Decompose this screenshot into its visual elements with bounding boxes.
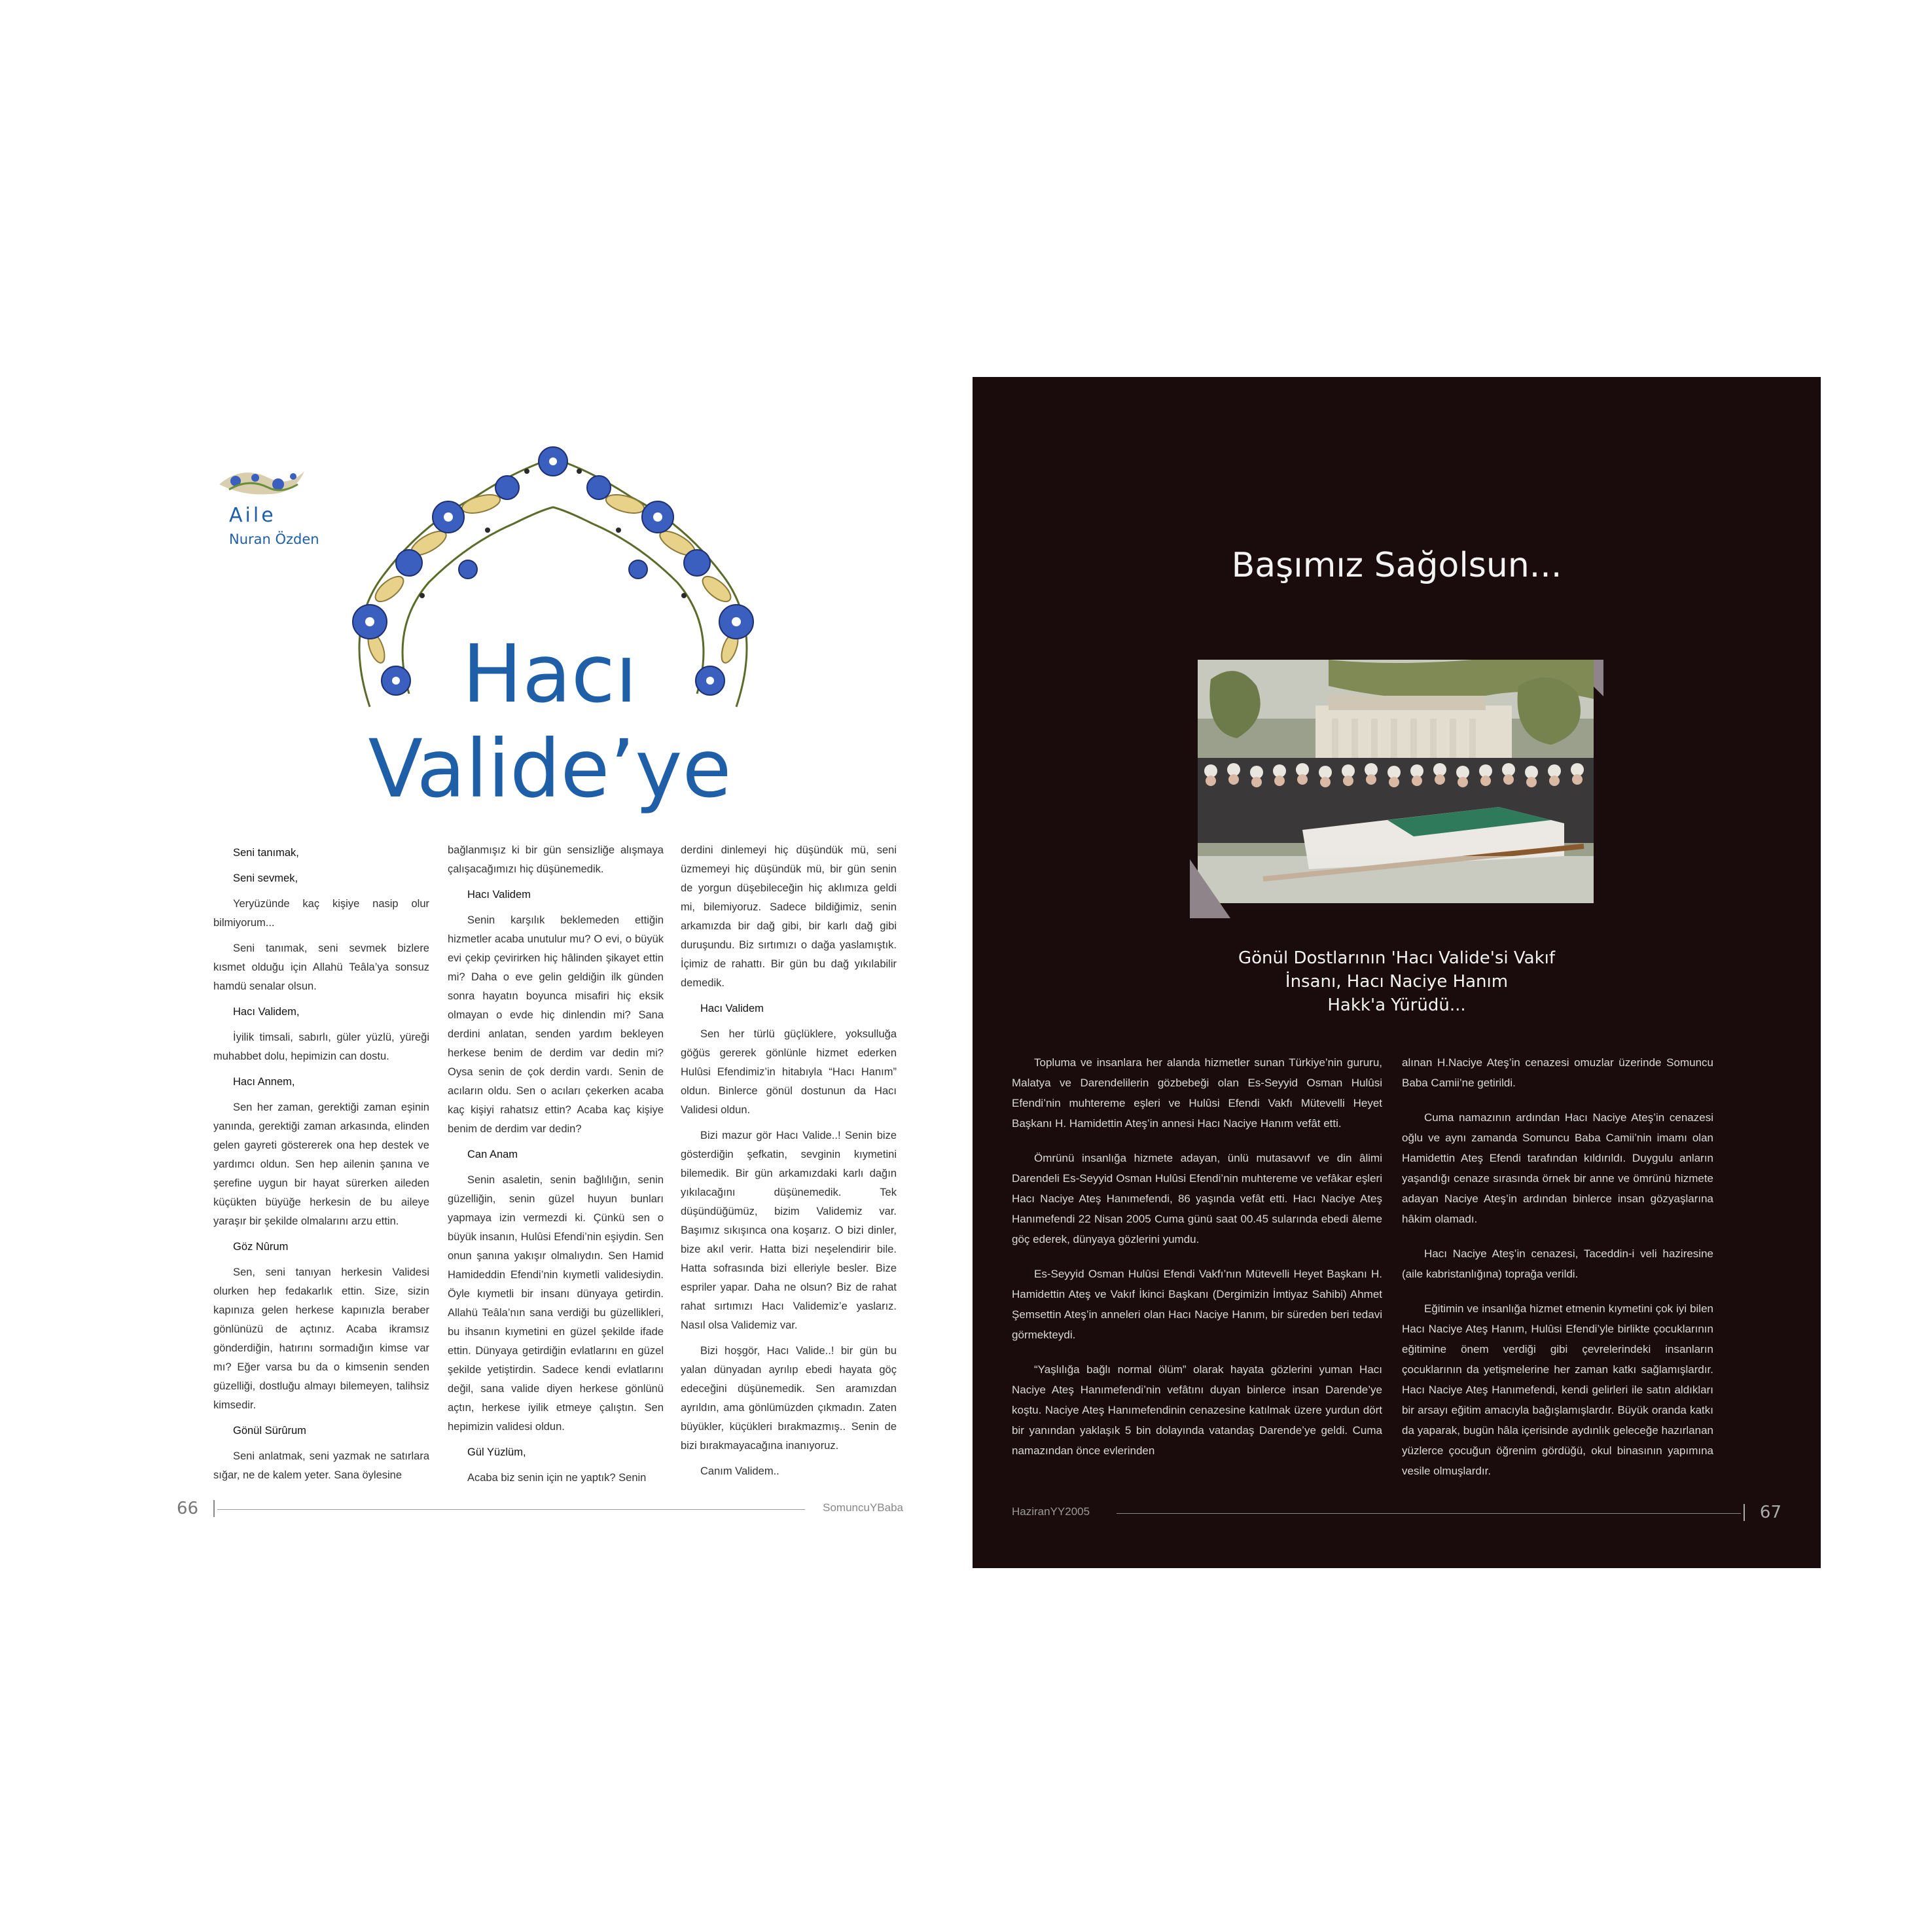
section-label: Aile: [229, 504, 276, 527]
paragraph: Sen her türlü güçlüklere, yoksulluğa göğüs gererek gönlünle hizmet ederken Hulûsi Efendimiz’in hitabıyla “Hacı Hanım” oldun. Binlerce gönül dostunun da Hacı Validesi oldun.: [681, 1028, 897, 1116]
footer-divider: [213, 1500, 215, 1517]
paragraph-heading: Hacı Validem,: [233, 1006, 300, 1018]
paragraph: Hacı Naciye Ateş’in cenazesi, Taceddin-i veli haziresine (aile kabristanlığına) toprağa verildi.: [1402, 1247, 1713, 1280]
magazine-name-left: SomuncuYBaba: [823, 1501, 903, 1514]
paragraph: Sen her zaman, gerektiği zaman eşinin yanında, gerektiği zaman arkasında, elinden gelen gayreti göstererek ona hep destek ve yardımcı oldun. Sen hep ailenin şanına ve şerefine uygun bir hayat sürerken aileden küçükten büyüğe herkesin de bu aileye yaraşır bir şekilde olmalarını arzu ettin.: [213, 1101, 429, 1227]
paragraph: “Yaşlılığa bağlı normal ölüm” olarak hayata gözlerini yuman Hacı Naciye Ateş Hanımefendi’nin vefâtını duyan binlerce insan Darende’ye koştu. Naciye Ateş Hanımefendinin cenazesine katılmak üzere yurdun dört bir yanından yaklaşık 5 bin dolayında vatandaş Darende’ye geldi. Cuma namazından önce evlerinden: [1012, 1363, 1382, 1457]
paragraph: İyilik timsali, sabırlı, güler yüzlü, yüreği muhabbet dolu, hepimizin can dostu.: [213, 1031, 429, 1062]
paragraph-heading: Seni tanımak,: [233, 847, 299, 859]
section-emblem-icon: [216, 458, 308, 504]
issue-date: HaziranYY2005: [1012, 1505, 1090, 1518]
paragraph: Canım Validem..: [700, 1465, 779, 1477]
paragraph: Cuma namazının ardından Hacı Naciye Ateş’in cenazesi oğlu ve aynı zamanda Somuncu Baba Camii’nin imamı olan Hamidettin Ateş Efendi tarafından kıldırıldı. Duygulu anların yaşandığı cenaze sırasında örnek bir anne ve ömrünü hizmete adayan Naciye Ateş’in ardından binlerce insan gözyaşlarına hâkim olamadı.: [1402, 1111, 1713, 1225]
paragraph-heading: Göz Nûrum: [233, 1241, 289, 1253]
paragraph: Sen, seni tanıyan herkesin Validesi olurken hep fedakarlık ettin. Size, sizin kapınıza gelen herkese kapınızla beraber gönlünüzü de açtınız. Acaba ikramsız gönderdiğin, hatırını sormadığın kimse var mı? Eğer varsa bu da o kimsenin senden güzelliği, dostluğu almayı bilemeyen, talihsiz kimsedir.: [213, 1266, 429, 1411]
page-number-left: 66: [177, 1499, 199, 1518]
paragraph-heading: Seni sevmek,: [233, 872, 298, 884]
subtitle-line-1: Gönül Dostlarının 'Hacı Valide'si Vakıf: [1238, 948, 1556, 968]
paragraph-heading: Hacı Validem: [700, 1003, 764, 1014]
right-column-2: [1402, 1052, 1713, 1495]
right-page: [973, 377, 1821, 1568]
paragraph: bağlanmışız ki bir gün sensizliğe alışmaya çalışacağımızı hiç düşünemedik.: [448, 844, 664, 875]
author-name: Nuran Özden: [229, 531, 319, 547]
paragraph: Senin karşılık beklemeden ettiğin hizmetler acaba unutulur mu? O evi, o büyük evi çekip çevirirken hiç hâlinden şikayet ettin mi? Daha o eve gelin geldiğin ilk günden sonra hayatın boyunca misafiri hiç eksik olmayan o evde hiç dinlendin mi? Sana derdini anlatan, senden yardım bekleyen herkese benim de derdim var dedin mi? Oysa senin de çok derdin vardı. Senin de acıların oldu. Sen o acıları çekerken acaba kaç kişiyi rahatsız ettin? Acaba kaç kişiye benim de derdim var dedin?: [448, 914, 664, 1135]
footer-rule: [217, 1509, 805, 1510]
subtitle-line-2: İnsanı, Hacı Naciye Hanım: [1285, 972, 1509, 992]
left-column-3: [681, 841, 897, 1488]
paragraph: Bizi mazur gör Hacı Valide..! Senin bize gösterdiğin şefkatin, sevginin kıymetini bilemedik. Bir gün arkamızdaki karlı dağın yıkılacağını düşünemedik. Tek düşündüğümüz, bizim Validemiz var. Başımız sıkışınca ona koşarız. O bizi dinler, bize akıl verir. Hatta bizi neşelendirir bile. Hatta sofrasında bizi elleriyle besler. Bize espriler yapar. Daha ne olsun? Biz de rahat rahat sırtımızı Hacı Validemiz’e yaslarız. Nasıl olsa Validemiz var.: [681, 1130, 897, 1331]
paragraph: Bizi hoşgör, Hacı Valide..! bir gün bu yalan dünyadan ayrılıp ebedi hayata göç edeceğini düşünemedik. Sen aramızdan ayrıldın, ama gönlümüzden çıkmadın. Zaten büyükler, küçükleri bırakmazmış.. Senin de bizi bırakmayacağına inanıyoruz.: [681, 1345, 897, 1452]
photo-corner-bottom-left: [1190, 859, 1230, 918]
right-subtitle: [973, 946, 1821, 1017]
paragraph: Eğitimin ve insanlığa hizmet etmenin kıymetini çok iyi bilen Hacı Naciye Ateş Hanım, Hulûsi Efendi’yle birlikte çocuklarının eğitimine önem verdiği gibi çevrelerindeki insanların çocuklarının da yetişmelerine her zaman katkı sağlamışlardır. Hacı Naciye Ateş Hanımefendi, kendi gelirleri ile satın aldıkları bir arsayı eğitim amacıyla bağışlamışlardır. Büyük oranda katkı da yaparak, bugün hâla içerisinde aydınlık geleceğe hazırlanan yüzlerce çocuğun öğrenim gördüğü, okul binasının yapımına vesile olmuşlardır.: [1402, 1302, 1713, 1477]
paragraph: Yeryüzünde kaç kişiye nasip olur bilmiyorum...: [213, 898, 429, 929]
title-line-1: Hacı: [462, 628, 637, 721]
paragraph-heading: Hacı Validem: [467, 889, 531, 901]
paragraph: derdini dinlemeyi hiç düşündük mü, seni üzmemeyi hiç düşündük mü, bir gün senin de yorgun düşebileceğin hiç aklımıza geldi mi, bilemiyoruz. Sadece bildiğimiz, senin arkamızda bir dağ gibi, bir karlı dağ gibi duruşundu. Biz sırtımızı o dağa yaslamıştık. İçimiz de rahattı. Bir gün bu dağ yıkılabilir demedik.: [681, 844, 897, 989]
paragraph: Topluma ve insanlara her alanda hizmetler sunan Türkiye’nin gururu, Malatya ve Darendelilerin gözbebeği olan Es-Seyyid Osman Hulûsi Efendi’nin muhtereme eşleri ve Hulûsi Efendi Vakfı Mütevelli Heyet Başkanı H. Hamidettin Ateş’in annesi Hacı Naciye Hanım vefât etti.: [1012, 1056, 1382, 1130]
left-column-2: [448, 841, 664, 1494]
funeral-photo: [1198, 660, 1594, 903]
right-column-1: [1012, 1052, 1382, 1475]
left-footer: [177, 1499, 903, 1521]
footer-divider: [1744, 1504, 1745, 1521]
funeral-photo-frame: [1198, 660, 1603, 908]
paragraph-heading: Hacı Annem,: [233, 1076, 295, 1088]
paragraph: alınan H.Naciye Ateş’in cenazesi omuzlar üzerinde Somuncu Baba Camii’ne getirildi.: [1402, 1056, 1713, 1089]
paragraph-heading: Can Anam: [467, 1149, 518, 1160]
footer-rule: [1117, 1513, 1741, 1514]
title-line-2: Valide’ye: [368, 723, 732, 815]
paragraph: Senin asaletin, senin bağlılığın, senin güzelliğin, senin güzel huyun bunları yapmaya izin vermezdi ki. Çünkü sen o büyük insanın, Hulûsi Efendi’nin eşiydin. Sen onun şanına yakışır olmalıydın. Sen Hamid Hamideddin Efendi’nin kıymetli validesiydin. Öyle kıymetli bir insanı dünyaya getirdin. Allahü Teâla’nın sana verdiği bu güzellikleri, bu ihsanın kıymetini en güzel şekilde ifade ettin. Dünyaya getirdiğin evlatlarını en güzel şekilde yetiştirdin. Sadece kendi evlatlarını değil, sana valide diyen herkese gönlünü açtın, herkese iyilik etmeye çalıştın. Sen hepimizin validesi oldun.: [448, 1174, 664, 1433]
subtitle-line-3: Hakk'a Yürüdü...: [1327, 995, 1466, 1015]
paragraph: Seni tanımak, seni sevmek bizlere kısmet olduğu için Allahü Teâla’ya sonsuz hamdü senalar olsun.: [213, 942, 429, 992]
article-title: [367, 628, 733, 818]
page-number-right: 67: [1759, 1503, 1781, 1522]
paragraph-heading: Gül Yüzlüm,: [467, 1446, 526, 1458]
paragraph-heading: Gönül Sürûrum: [233, 1425, 306, 1437]
left-column-1: [213, 841, 429, 1492]
paragraph: Ömrünü insanlığa hizmete adayan, ünlü mutasavvıf ve din âlimi Darendeli Es-Seyyid Osman Hulûsi Efendi’nin muhtereme ve vefâkar eşleri Hacı Naciye Ateş Hanımefendi, 86 yaşında vefât etti. Hacı Naciye Ateş Hanımefendi 22 Nisan 2005 Cuma günü saat 00.45 sularında ebedi âleme göç ederek, dünyaya gözlerini yumdu.: [1012, 1152, 1382, 1245]
paragraph: Es-Seyyid Osman Hulûsi Efendi Vakfı’nın Mütevelli Heyet Başkanı H. Hamidettin Ateş ve Vakıf İkinci Başkanı (Dergimizin İmtiyaz Sahibi) Ahmet Şemsettin Ateş’in anneleri olan Hacı Naciye Hanım, bir süreden beri tedavi görmekteydi.: [1012, 1268, 1382, 1341]
right-title: Başımız Sağolsun...: [1231, 546, 1562, 585]
paragraph: Seni anlatmak, seni yazmak ne satırlara sığar, ne de kalem yeter. Sana öylesine: [213, 1450, 429, 1481]
paragraph: Acaba biz senin için ne yaptık? Senin: [467, 1472, 647, 1484]
right-footer: [1012, 1503, 1781, 1525]
